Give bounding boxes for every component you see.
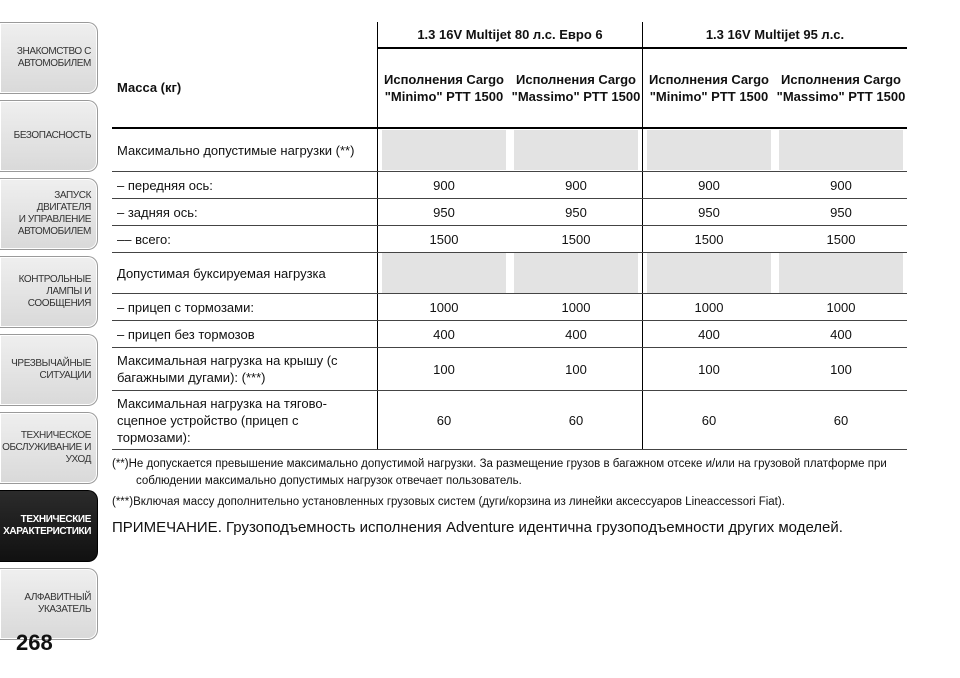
- row-value: 400: [643, 321, 776, 348]
- row-value: 950: [378, 199, 511, 226]
- table-row: [112, 253, 907, 294]
- mass-header: Масса (кг): [112, 48, 378, 128]
- chapter-tab-5[interactable]: ЧРЕЗВЫЧАЙНЫЕ СИТУАЦИИ: [0, 334, 98, 406]
- row-label: Максимальная нагрузка на крышу (с багажными дугами): (***): [112, 348, 378, 391]
- footnotes: [112, 456, 907, 511]
- empty-cell-shade: [382, 130, 506, 170]
- engine-header-95: 1.3 16V Multijet 95 л.с.: [643, 22, 908, 48]
- col-header-4: Исполнения Cargo "Massimo" PTT 1500: [775, 48, 907, 128]
- row-value: [643, 253, 776, 294]
- row-value: [378, 253, 511, 294]
- row-label: – задняя ось:: [112, 199, 378, 226]
- empty-cell-shade: [779, 130, 903, 170]
- table-row: [112, 348, 907, 391]
- col-header-1: Исполнения Cargo "Minimo" PTT 1500: [378, 48, 511, 128]
- row-value: 900: [510, 172, 643, 199]
- row-value: 1500: [510, 226, 643, 253]
- row-value: 60: [378, 391, 511, 450]
- chapter-tab-8[interactable]: АЛФАВИТНЫЙ УКАЗАТЕЛЬ: [0, 568, 98, 640]
- row-value: [643, 128, 776, 172]
- row-value: 100: [378, 348, 511, 391]
- page-content: [112, 22, 907, 536]
- row-label: Максимально допустимые нагрузки (**): [112, 128, 378, 172]
- chapter-tab-7[interactable]: ТЕХНИЧЕСКИЕ ХАРАКТЕРИСТИКИ: [0, 490, 98, 562]
- row-value: [378, 128, 511, 172]
- row-value: 900: [775, 172, 907, 199]
- row-value: 950: [510, 199, 643, 226]
- remark: ПРИМЕЧАНИЕ. Грузоподъемность исполнения Adventure идентична грузоподъемности других моделей.: [112, 519, 843, 536]
- table-row: [112, 226, 907, 253]
- footnote-3: (***)Включая массу дополнительно установленных грузовых систем (дуги/корзина из линейки аксессуаров Lineaccessori Fiat).: [112, 496, 785, 508]
- row-label: – передняя ось:: [112, 172, 378, 199]
- row-value: 1000: [775, 294, 907, 321]
- row-value: [775, 253, 907, 294]
- empty-cell-shade: [514, 130, 638, 170]
- table-body: [112, 128, 907, 450]
- chapter-tab-1[interactable]: ЗНАКОМСТВО С АВТОМОБИЛЕМ: [0, 22, 98, 94]
- row-value: [510, 128, 643, 172]
- row-value: [775, 128, 907, 172]
- row-value: 1000: [510, 294, 643, 321]
- table-row: [112, 321, 907, 348]
- row-value: 1500: [775, 226, 907, 253]
- table-row: [112, 128, 907, 172]
- table-row: [112, 294, 907, 321]
- row-value: 950: [643, 199, 776, 226]
- row-value: 1000: [643, 294, 776, 321]
- row-value: [510, 253, 643, 294]
- row-label: Допустимая буксируемая нагрузка: [112, 253, 378, 294]
- footnote-2: (**)Не допускается превышение максимально допустимой нагрузки. За размещение грузов в багажном отсеке и/или на грузовой платформе при соблюдении максимально допустимых нагрузок отвечает пользователь.: [112, 458, 887, 487]
- col-header-3: Исполнения Cargo "Minimo" PTT 1500: [643, 48, 776, 128]
- row-label: Максимальная нагрузка на тягово-сцепное устройство (прицеп с тормозами):: [112, 391, 378, 450]
- row-label: –– всего:: [112, 226, 378, 253]
- row-value: 900: [378, 172, 511, 199]
- chapter-tab-6[interactable]: ТЕХНИЧЕСКОЕ ОБСЛУЖИВАНИЕ И УХОД: [0, 412, 98, 484]
- empty-cell-shade: [647, 253, 771, 293]
- empty-header-cell: [112, 22, 378, 48]
- mass-table: [112, 22, 907, 450]
- table-row: [112, 199, 907, 226]
- row-label: – прицеп без тормозов: [112, 321, 378, 348]
- table-row: [112, 172, 907, 199]
- empty-cell-shade: [779, 253, 903, 293]
- engine-header-80: 1.3 16V Multijet 80 л.с. Евро 6: [378, 22, 643, 48]
- row-value: 950: [775, 199, 907, 226]
- table-row: [112, 391, 907, 450]
- row-value: 400: [378, 321, 511, 348]
- row-value: 400: [510, 321, 643, 348]
- row-label: – прицеп с тормозами:: [112, 294, 378, 321]
- empty-cell-shade: [647, 130, 771, 170]
- row-value: 100: [643, 348, 776, 391]
- row-value: 900: [643, 172, 776, 199]
- row-value: 100: [510, 348, 643, 391]
- empty-cell-shade: [382, 253, 506, 293]
- chapter-tab-3[interactable]: ЗАПУСК ДВИГАТЕЛЯ И УПРАВЛЕНИЕ АВТОМОБИЛЕМ: [0, 178, 98, 250]
- row-value: 1000: [378, 294, 511, 321]
- row-value: 400: [775, 321, 907, 348]
- row-value: 60: [643, 391, 776, 450]
- empty-cell-shade: [514, 253, 638, 293]
- engine-header-row: [112, 22, 907, 48]
- col-header-2: Исполнения Cargo "Massimo" PTT 1500: [510, 48, 643, 128]
- row-value: 1500: [378, 226, 511, 253]
- row-value: 1500: [643, 226, 776, 253]
- chapter-tab-2[interactable]: БЕЗОПАСНОСТЬ: [0, 100, 98, 172]
- version-header-row: [112, 48, 907, 128]
- page-number: 268: [16, 630, 53, 655]
- row-value: 60: [510, 391, 643, 450]
- row-value: 100: [775, 348, 907, 391]
- chapter-tab-4[interactable]: КОНТРОЛЬНЫЕ ЛАМПЫ И СООБЩЕНИЯ: [0, 256, 98, 328]
- row-value: 60: [775, 391, 907, 450]
